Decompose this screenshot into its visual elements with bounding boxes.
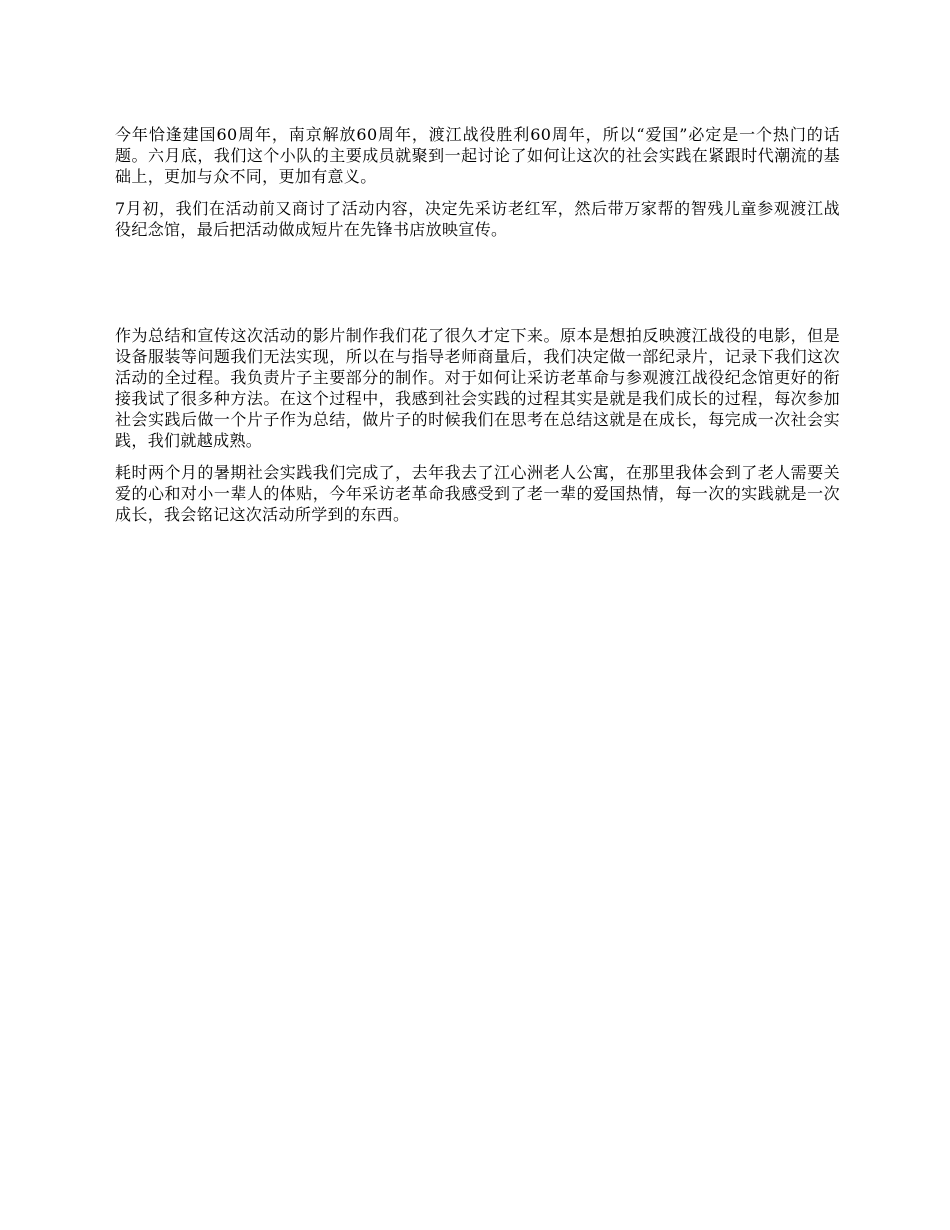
paragraph-plan: 7月初，我们在活动前又商讨了活动内容，决定先采访老红军，然后带万家帮的智残儿童参观渡江战役纪念馆，最后把活动做成短片在先锋书店放映宣传。 xyxy=(115,199,840,239)
paragraph-intro: 今年恰逢建国60周年，南京解放60周年，渡江战役胜利60周年，所以“爱国”必定是一个热门的话题。六月底，我们这个小队的主要成员就聚到一起讨论了如何让这次的社会实践在紧跟时代潮流的基础上，更加与众不同，更加有意义。 xyxy=(115,125,840,186)
document-body xyxy=(115,124,840,525)
paragraph-film: 作为总结和宣传这次活动的影片制作我们花了很久才定下来。原本是想拍反映渡江战役的电影，但是设备服装等问题我们无法实现，所以在与指导老师商量后，我们决定做一部纪录片，记录下我们这次活动的全过程。我负责片子主要部分的制作。对于如何让采访老革命与参观渡江战役纪念馆更好的衔接我试了很多种方法。在这个过程中，我感到社会实践的过程其实是就是我们成长的过程，每次参加社会实践后做一个片子作为总结，做片子的时候我们在思考在总结这就是在成长，每完成一次社会实践，我们就越成熟。 xyxy=(115,326,840,450)
paragraph-gap xyxy=(115,240,840,325)
paragraph-conclusion: 耗时两个月的暑期社会实践我们完成了，去年我去了江心洲老人公寓，在那里我体会到了老人需要关爱的心和对小一辈人的体贴，今年采访老革命我感受到了老一辈的爱国热情，每一次的实践就是一次成长，我会铭记这次活动所学到的东西。 xyxy=(115,463,840,524)
